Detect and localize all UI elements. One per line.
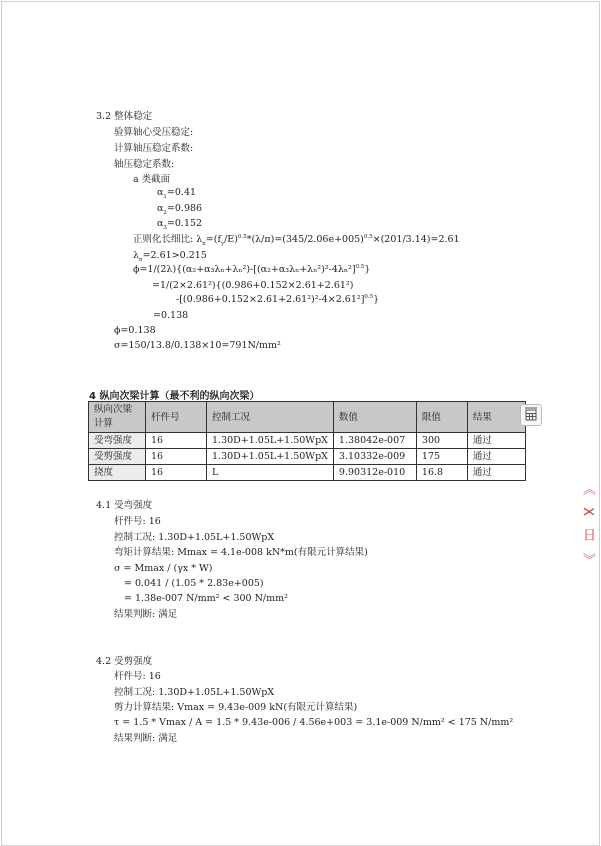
text-line: 弯矩计算结果: Mmax = 4.1e-008 kN*m(有限元计算结果) bbox=[114, 547, 368, 558]
table-cell: 175 bbox=[416, 449, 467, 465]
section-3-2-title: 3.2 整体稳定 bbox=[96, 111, 153, 122]
summary-table bbox=[88, 401, 526, 481]
table-header-cell: 限值 bbox=[416, 402, 467, 433]
table-cell: 挠度 bbox=[89, 465, 146, 481]
table-header-row bbox=[89, 402, 526, 433]
table-cell: 通过 bbox=[467, 449, 525, 465]
formula-line: τ = 1.5 * Vmax / A = 1.5 * 9.43e-006 / 4.56e+003 = 3.1e-009 N/mm² < 175 N/mm² bbox=[114, 717, 514, 728]
table-cell: 1.38042e-007 bbox=[333, 433, 416, 449]
text-line: 计算轴压稳定系数: bbox=[114, 143, 194, 154]
table-cell: 受剪强度 bbox=[89, 449, 146, 465]
table-cell: 3.10332e-009 bbox=[333, 449, 416, 465]
table-header-cell: 杆件号 bbox=[146, 402, 207, 433]
table-cell: 受弯强度 bbox=[89, 433, 146, 449]
formula-line: = 0.041 / (1.05 * 2.83e+005) bbox=[124, 578, 264, 589]
sigma-line: σ=150/13.8/0.138×10=791N/mm² bbox=[114, 340, 281, 351]
table-cell: 300 bbox=[416, 433, 467, 449]
section-4-1-title: 4.1 受弯强度 bbox=[96, 500, 153, 511]
table-header-cell: 控制工况 bbox=[207, 402, 334, 433]
table-cell: 16 bbox=[146, 433, 207, 449]
table-cell: 通过 bbox=[467, 433, 525, 449]
phi-formula-line: =1/(2×2.61²){(0.986+0.152×2.61+2.61²) bbox=[152, 280, 354, 291]
red-stamp-mark: 《 X 日 》 bbox=[580, 482, 595, 571]
table-cell: 9.90312e-010 bbox=[333, 465, 416, 481]
table-row bbox=[89, 433, 526, 449]
slenderness-line: 正则化长细比: $\lambda_n=(f_y/E)^{0.5}*(\lambda/\pi)=(345/2.06e+005)^{0.5}\times(201/3.14)=2.61$ bbox=[133, 233, 460, 247]
text-line: 杆件号: 16 bbox=[114, 671, 161, 682]
table-cell: 1.30D+1.05L+1.50WpX bbox=[207, 433, 334, 449]
table-grid-icon bbox=[521, 405, 541, 425]
table-row bbox=[89, 465, 526, 481]
alpha2-line: $\alpha_2=0.986$ bbox=[157, 203, 203, 216]
text-line: 杆件号: 16 bbox=[114, 516, 161, 527]
phi-formula-line: $\phi=1/(2\lambda)\{(\alpha_2+\alpha_3\lambda_n+\lambda_n^2)-[(\alpha_2+\alpha_3\lambda_n+\lambda_n^2)^2-4\lambda_n^2]^{0.5}\}$ bbox=[133, 263, 371, 275]
table-header-cell: 纵向次梁计算 bbox=[89, 402, 146, 433]
lambda-line: $\lambda_n=2.61>0.215$ bbox=[133, 250, 207, 263]
text-line: 验算轴心受压稳定: bbox=[114, 127, 194, 138]
table-cell: 通过 bbox=[467, 465, 525, 481]
section-4-2-title: 4.2 受剪强度 bbox=[96, 656, 153, 667]
formula-line: σ = Mmax / (γx * W) bbox=[114, 563, 213, 574]
table-tool-button[interactable] bbox=[520, 404, 542, 426]
text-line: 剪力计算结果: Vmax = 9.43e-009 kN(有限元计算结果) bbox=[114, 702, 358, 713]
table-row bbox=[89, 449, 526, 465]
alpha1-line: $\alpha_1=0.41$ bbox=[157, 187, 197, 200]
table-cell: 16.8 bbox=[416, 465, 467, 481]
phi-result-line: =0.138 bbox=[153, 310, 189, 321]
result-line: 结果判断: 满足 bbox=[114, 733, 178, 744]
formula-line: = 1.38e-007 N/mm² < 300 N/mm² bbox=[124, 593, 288, 604]
table-cell: 16 bbox=[146, 449, 207, 465]
text-line: a 类截面 bbox=[133, 174, 171, 185]
text-line: 控制工况: 1.30D+1.05L+1.50WpX bbox=[114, 687, 275, 698]
section-4-title: 4 纵向次梁计算（最不利的纵向次梁） bbox=[89, 391, 260, 402]
alpha3-line: $\alpha_3=0.152$ bbox=[157, 218, 203, 231]
text-line: 轴压稳定系数: bbox=[114, 159, 175, 170]
table-cell: 1.30D+1.05L+1.50WpX bbox=[207, 449, 334, 465]
table-cell: L bbox=[207, 465, 334, 481]
result-line: 结果判断: 满足 bbox=[114, 609, 178, 620]
phi-value-line: ϕ=0.138 bbox=[114, 325, 156, 336]
table-header-cell: 数值 bbox=[333, 402, 416, 433]
table-header-cell: 结果 bbox=[467, 402, 525, 433]
text-line: 控制工况: 1.30D+1.05L+1.50WpX bbox=[114, 532, 275, 543]
phi-formula-line: $-[(0.986+0.152\times 2.61+2.61^2)^2-4\times 2.61^2]^{0.5}$} bbox=[176, 293, 380, 305]
table-cell: 16 bbox=[146, 465, 207, 481]
